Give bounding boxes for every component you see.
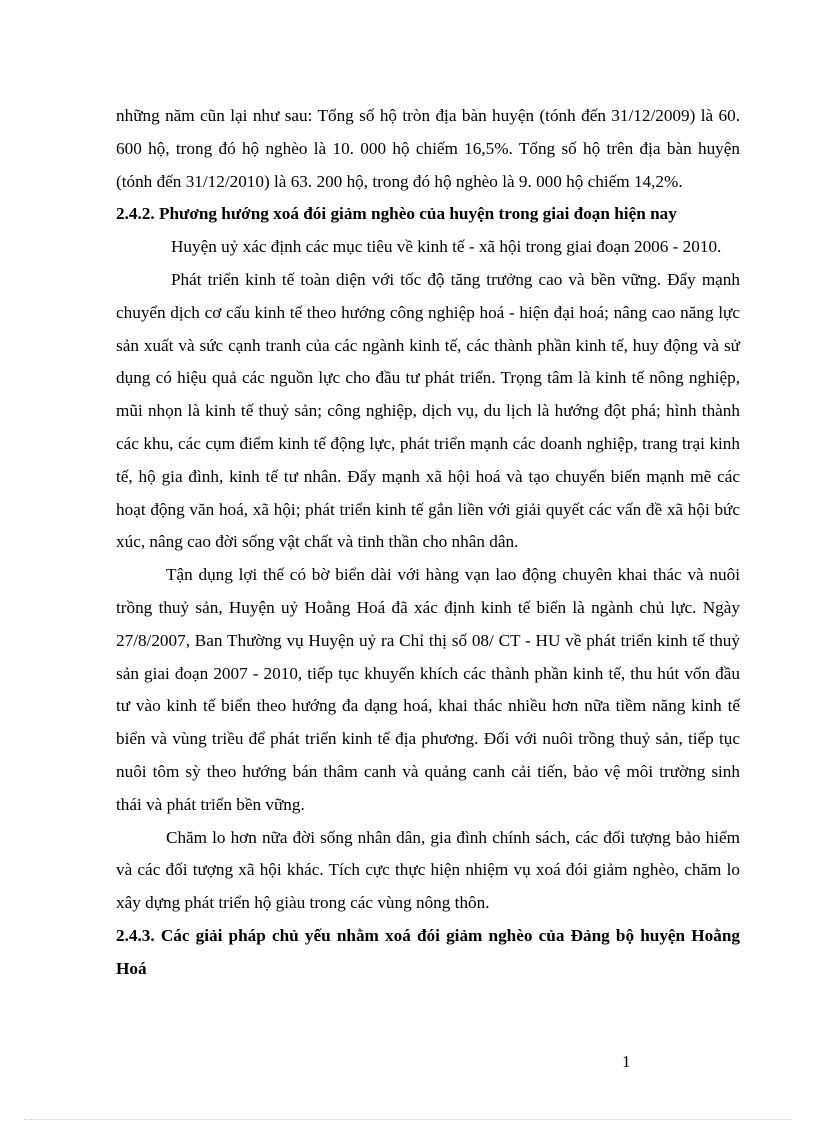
document-page (116, 100, 740, 986)
paragraph-social-welfare: Chăm lo hơn nữa đời sống nhân dân, gia đình chính sách, các đối tượng bảo hiểm và các đối tượng xã hội khác. Tích cực thực hiện nhiệm vụ xoá đói giảm nghèo, chăm lo xây dựng phát triển hộ giàu trong các vùng nông thôn. (116, 827, 740, 913)
section-heading-2-4-3: 2.4.3. Các giải pháp chủ yếu nhằm xoá đói giảm nghèo của Đảng bộ huyện Hoằng Hoá (116, 925, 740, 978)
paragraph-poverty-statistics: những năm cũn lại như sau: Tổng số hộ tròn địa bàn huyện (tónh đến 31/12/2009) là 60. 600 hộ, trong đó hộ nghèo là 10. 000 hộ chiếm 16,5%. Tổng số hộ trên địa bàn huyện (tónh đến 31/12/2010) là 63. 200 hộ, trong đó hộ nghèo là 9. 000 hộ chiếm 14,2%. (116, 106, 740, 191)
bottom-divider (24, 1119, 792, 1120)
section-heading-2-4-2: 2.4.2. Phương hướng xoá đói giảm nghèo của huyện trong giai đoạn hiện nay (116, 204, 677, 224)
paragraph-economic-development: Phát triển kinh tế toàn diện với tốc độ tăng trưởng cao và bền vững. Đẩy mạnh chuyển dịch cơ cấu kinh tế theo hướng công nghiệp hoá - hiện đại hoá; nâng cao năng lực sản xuất và sức cạnh tranh của các ngành kinh tế, các thành phần kinh tế, huy động và sử dụng có hiệu quả các nguồn lực cho đầu tư phát triển. Trọng tâm là kinh tế nông nghiệp, mũi nhọn là kinh tế thuỷ sản; công nghiệp, dịch vụ, du lịch là hướng đột phá; hình thành các khu, các cụm điểm kinh tế động lực, phát triển mạnh các doanh nghiệp, trang trại kinh tế, hộ gia đình, kinh tế tư nhân. Đẩy mạnh xã hội hoá và tạo chuyển biến mạnh mẽ các hoạt động văn hoá, xã hội; phát triển kinh tế gắn liền với giải quyết các vấn đề xã hội bức xúc, nâng cao đời sống vật chất và tinh thần cho nhân dân. (116, 269, 740, 552)
paragraph-goals-intro: Huyện uỷ xác định các mục tiêu về kinh tế - xã hội trong giai đoạn 2006 - 2010. (171, 237, 722, 257)
paragraph-marine-economy: Tận dụng lợi thế có bờ biển dài với hàng vạn lao động chuyên khai thác và nuôi trồng thuỷ sản, Huyện uỷ Hoằng Hoá đã xác định kinh tế biển là ngành chủ lực. Ngày 27/8/2007, Ban Thường vụ Huyện uỷ ra Chỉ thị số 08/ CT - HU về phát triển kinh tế thuỷ sản giai đoạn 2007 - 2010, tiếp tục khuyến khích các thành phần kinh tế, thu hút vốn đầu tư vào kinh tế biển theo hướng đa dạng hoá, khai thác nhiều hơn nữa tiềm năng kinh tế biển và vùng triều để phát triển kinh tế địa phương. Đối với nuôi trồng thuỷ sản, tiếp tục nuôi tôm sỳ theo hướng bán thâm canh và quảng canh cải tiến, bảo vệ môi trường sinh thái và phát triển bền vững. (116, 565, 740, 814)
page-number: 1 (622, 1052, 631, 1071)
